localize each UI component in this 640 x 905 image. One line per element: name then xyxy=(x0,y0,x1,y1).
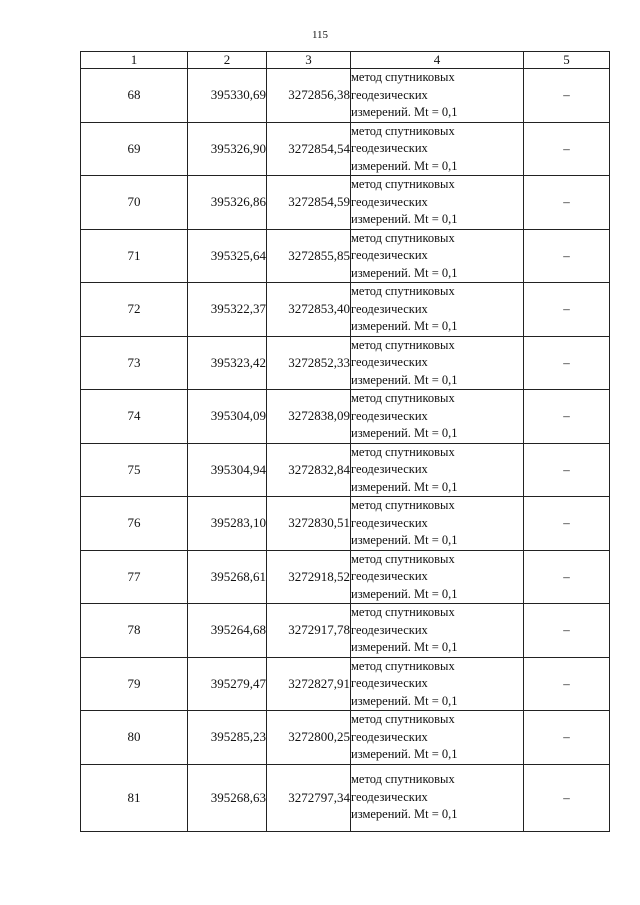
column-header: 1 xyxy=(81,52,188,69)
method-text-line: измерений. Mt = 0,1 xyxy=(351,747,458,761)
point-number-cell: 76 xyxy=(81,497,188,551)
method-text-line: метод спутниковых xyxy=(351,658,455,673)
point-number-cell: 81 xyxy=(81,764,188,831)
point-number-cell: 80 xyxy=(81,711,188,765)
y-coordinate-cell: 3272853,40 xyxy=(267,283,351,337)
note-cell: – xyxy=(524,390,610,444)
method-text-line: геодезических xyxy=(351,729,428,744)
table-header-row xyxy=(81,52,610,69)
note-cell: – xyxy=(524,283,610,337)
method-text-line: измерений. Mt = 0,1 xyxy=(351,586,458,601)
table-row xyxy=(81,176,610,230)
coordinates-table xyxy=(80,51,610,832)
y-coordinate-cell: 3272830,51 xyxy=(267,497,351,551)
x-coordinate-cell: 395283,10 xyxy=(188,497,267,551)
x-coordinate-cell: 395304,09 xyxy=(188,390,267,444)
method-text-line: измерений. Mt = 0,1 xyxy=(351,640,458,654)
column-header: 4 xyxy=(351,52,524,69)
x-coordinate-cell: 395330,69 xyxy=(188,69,267,123)
method-cell xyxy=(351,497,524,551)
note-cell: – xyxy=(524,229,610,283)
y-coordinate-cell: 3272800,25 xyxy=(267,711,351,765)
table-row xyxy=(81,390,610,444)
method-text-line: геодезических xyxy=(351,355,428,369)
method-text-line: метод спутниковых xyxy=(351,123,455,138)
method-text-line: геодезических xyxy=(351,141,428,155)
method-text-line: геодезических xyxy=(351,676,428,690)
method-cell xyxy=(351,69,524,123)
point-number-cell: 69 xyxy=(81,122,188,176)
x-coordinate-cell: 395325,64 xyxy=(188,229,267,283)
note-cell: – xyxy=(524,711,610,765)
y-coordinate-cell: 3272827,91 xyxy=(267,657,351,711)
x-coordinate-cell: 395268,63 xyxy=(188,764,267,831)
method-text-line: метод спутниковых xyxy=(351,70,455,84)
method-text-line: метод спутниковых xyxy=(351,337,455,352)
point-number-cell: 78 xyxy=(81,604,188,658)
method-text-line: геодезических xyxy=(351,622,428,637)
page-number: 115 xyxy=(311,29,329,41)
method-cell xyxy=(351,550,524,604)
x-coordinate-cell: 395268,61 xyxy=(188,550,267,604)
method-cell xyxy=(351,283,524,337)
method-text-line: метод спутниковых xyxy=(351,444,455,459)
point-number-cell: 75 xyxy=(81,443,188,497)
y-coordinate-cell: 3272856,38 xyxy=(267,69,351,123)
table-row xyxy=(81,657,610,711)
method-cell xyxy=(351,176,524,230)
table-row xyxy=(81,550,610,604)
table-row xyxy=(81,283,610,337)
table-row xyxy=(81,711,610,765)
method-text-line: геодезических xyxy=(351,87,428,102)
note-cell: – xyxy=(524,69,610,123)
method-text-line: геодезических xyxy=(351,301,428,316)
method-text-line: метод спутниковых xyxy=(351,284,455,298)
point-number-cell: 71 xyxy=(81,229,188,283)
note-cell: – xyxy=(524,657,610,711)
point-number-cell: 79 xyxy=(81,657,188,711)
x-coordinate-cell: 395322,37 xyxy=(188,283,267,337)
method-text-line: измерений. Mt = 0,1 xyxy=(351,265,458,280)
y-coordinate-cell: 3272852,33 xyxy=(267,336,351,390)
method-text-line: измерений. Mt = 0,1 xyxy=(351,158,458,173)
method-text-line: геодезических xyxy=(351,789,428,804)
table-row xyxy=(81,122,610,176)
y-coordinate-cell: 3272854,59 xyxy=(267,176,351,230)
method-text-line: измерений. Mt = 0,1 xyxy=(351,479,458,494)
method-text-line: измерений. Mt = 0,1 xyxy=(351,105,458,119)
point-number-cell: 72 xyxy=(81,283,188,337)
column-header: 5 xyxy=(524,52,610,69)
method-text-line: геодезических xyxy=(351,515,428,530)
x-coordinate-cell: 395304,94 xyxy=(188,443,267,497)
table-row xyxy=(81,604,610,658)
method-text-line: измерений. Mt = 0,1 xyxy=(351,212,458,226)
method-cell xyxy=(351,336,524,390)
table-row xyxy=(81,69,610,123)
y-coordinate-cell: 3272838,09 xyxy=(267,390,351,444)
method-text-line: геодезических xyxy=(351,462,428,476)
x-coordinate-cell: 395279,47 xyxy=(188,657,267,711)
method-text-line: метод спутниковых xyxy=(351,391,455,405)
method-text-line: метод спутниковых xyxy=(351,772,455,787)
note-cell: – xyxy=(524,764,610,831)
method-text-line: геодезических xyxy=(351,248,428,262)
note-cell: – xyxy=(524,604,610,658)
point-number-cell: 70 xyxy=(81,176,188,230)
note-cell: – xyxy=(524,497,610,551)
method-text-line: измерений. Mt = 0,1 xyxy=(351,807,458,822)
method-text-line: метод спутниковых xyxy=(351,605,455,619)
method-text-line: измерений. Mt = 0,1 xyxy=(351,426,458,440)
x-coordinate-cell: 395326,86 xyxy=(188,176,267,230)
x-coordinate-cell: 395326,90 xyxy=(188,122,267,176)
table-row xyxy=(81,443,610,497)
column-header: 2 xyxy=(188,52,267,69)
method-text-line: измерений. Mt = 0,1 xyxy=(351,693,458,708)
method-cell xyxy=(351,604,524,658)
method-text-line: измерений. Mt = 0,1 xyxy=(351,372,458,387)
table-row xyxy=(81,764,610,831)
note-cell: – xyxy=(524,550,610,604)
y-coordinate-cell: 3272917,78 xyxy=(267,604,351,658)
note-cell: – xyxy=(524,122,610,176)
table-row xyxy=(81,497,610,551)
method-cell xyxy=(351,229,524,283)
method-text-line: метод спутниковых xyxy=(351,498,455,512)
method-text-line: измерений. Mt = 0,1 xyxy=(351,533,458,547)
y-coordinate-cell: 3272797,34 xyxy=(267,764,351,831)
table-row xyxy=(81,229,610,283)
x-coordinate-cell: 395323,42 xyxy=(188,336,267,390)
table-row xyxy=(81,336,610,390)
method-cell xyxy=(351,764,524,831)
note-cell: – xyxy=(524,443,610,497)
method-text-line: геодезических xyxy=(351,569,428,583)
y-coordinate-cell: 3272832,84 xyxy=(267,443,351,497)
y-coordinate-cell: 3272854,54 xyxy=(267,122,351,176)
point-number-cell: 77 xyxy=(81,550,188,604)
note-cell: – xyxy=(524,336,610,390)
column-header: 3 xyxy=(267,52,351,69)
method-text-line: метод спутниковых xyxy=(351,551,455,566)
method-cell xyxy=(351,443,524,497)
note-cell: – xyxy=(524,176,610,230)
method-cell xyxy=(351,711,524,765)
x-coordinate-cell: 395264,68 xyxy=(188,604,267,658)
method-cell xyxy=(351,657,524,711)
method-text-line: метод спутниковых xyxy=(351,712,455,726)
method-cell xyxy=(351,390,524,444)
point-number-cell: 74 xyxy=(81,390,188,444)
method-text-line: измерений. Mt = 0,1 xyxy=(351,319,458,333)
x-coordinate-cell: 395285,23 xyxy=(188,711,267,765)
method-text-line: геодезических xyxy=(351,194,428,209)
y-coordinate-cell: 3272855,85 xyxy=(267,229,351,283)
y-coordinate-cell: 3272918,52 xyxy=(267,550,351,604)
method-text-line: геодезических xyxy=(351,408,428,423)
method-text-line: метод спутниковых xyxy=(351,230,455,245)
method-cell xyxy=(351,122,524,176)
point-number-cell: 73 xyxy=(81,336,188,390)
point-number-cell: 68 xyxy=(81,69,188,123)
method-text-line: метод спутниковых xyxy=(351,177,455,191)
